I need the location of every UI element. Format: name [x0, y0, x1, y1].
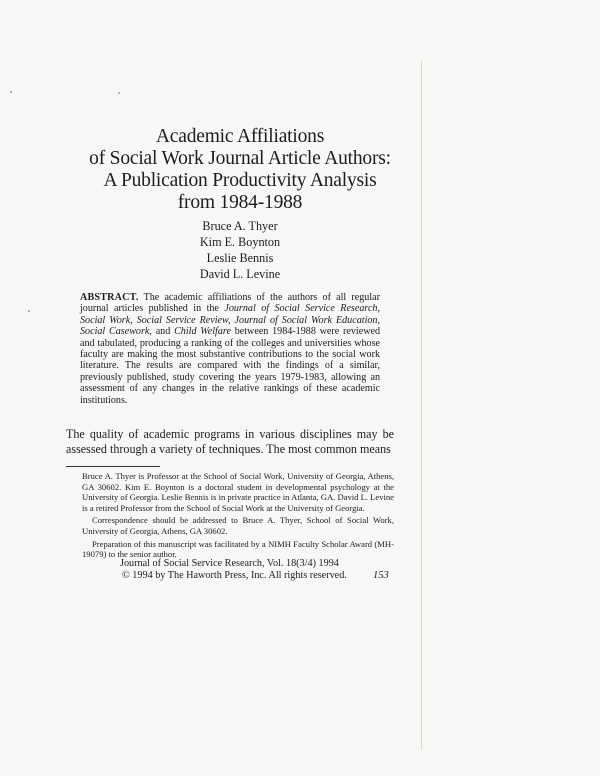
scan-speck — [10, 91, 12, 93]
scan-speck — [118, 92, 120, 94]
title-line: Academic Affiliations — [155, 126, 325, 147]
author-name: Leslie Bennis — [206, 251, 274, 265]
footnote-funding: Preparation of this manuscript was facilitated by a NIMH Faculty Scholar Award (MH-19079) to the senior author. — [82, 538, 394, 560]
footnote-author-affiliations: Bruce A. Thyer is Professor at the School of Social Work, University of Georgia, Athens, GA 30602. Kim E. Boynton is a doctoral student in developmental psychology at the University of Georgia. Leslie Bennis is in private practice in Atlanta, GA. David L. Levine is a retired Professor from the School of Social Work at the University of Georgia. — [82, 471, 394, 513]
page-number: 153 — [373, 570, 389, 581]
abstract-heading: ABSTRACT. — [80, 292, 139, 303]
abstract-journal-titles: Journal of Social Service Research, Social Work, Social Service Review, Journal of Social Work Education, Social Casework, — [80, 303, 380, 338]
abstract-text: between 1984-1988 were reviewed and tabulated, producing a ranking of the colleges and universities whose faculty are making the most substantive contributions to the social work literature. The results are compared with the findings of a similar, previously published, study covering the years 1979-1983, allowing an assessment of any changes in the relative rankings of these academic institutions. — [80, 326, 381, 406]
author-name: Kim E. Boynton — [199, 235, 281, 249]
author-name: David L. Levine — [199, 267, 281, 281]
abstract — [80, 292, 380, 406]
title-line: A Publication Productivity Analysis — [103, 170, 377, 191]
footnote-rule — [66, 466, 160, 467]
abstract-journal-title: Child Welfare — [174, 326, 231, 338]
article-title — [60, 126, 420, 214]
abstract-text: and — [151, 326, 175, 338]
scan-speck — [28, 310, 30, 312]
title-line: from 1984-1988 — [177, 192, 303, 213]
copyright-line: © 1994 by The Haworth Press, Inc. All rights reserved. — [122, 570, 347, 581]
author-name: Bruce A. Thyer — [202, 219, 278, 233]
abstract-text: The academic affiliations of the authors of all regular journal articles published in the — [80, 292, 380, 315]
author-list — [60, 218, 420, 282]
journal-citation-block — [120, 558, 390, 582]
journal-citation: Journal of Social Service Research, Vol. 18(3/4) 1994 — [120, 558, 339, 569]
footnotes — [82, 471, 394, 562]
footnote-correspondence: Correspondence should be addressed to Bruce A. Thyer, School of Social Work, University of Georgia, Athens, GA 30602. — [82, 515, 394, 536]
title-line: of Social Work Journal Article Authors: — [89, 148, 391, 169]
page-fold-shadow — [421, 60, 422, 750]
body-paragraph: The quality of academic programs in various disciplines may be assessed through a variety of techniques. The most common means — [66, 427, 394, 456]
